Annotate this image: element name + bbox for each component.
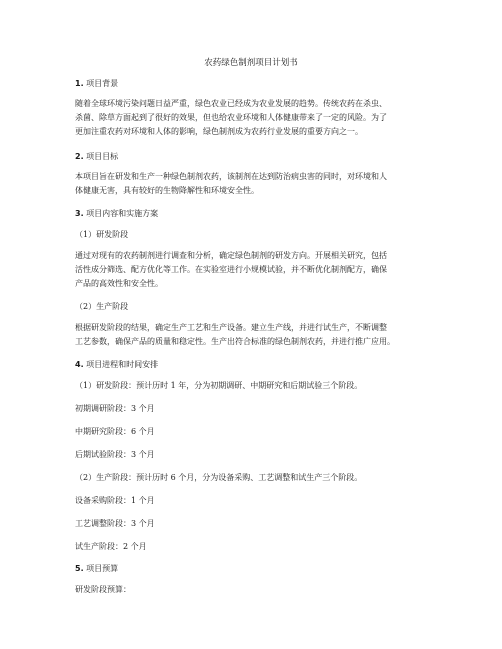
section-number: 3. <box>75 209 84 218</box>
schedule-item: （1）研发阶段：预计历时 1 年，分为初期调研、中期研究和后期试验三个阶段。 <box>75 381 363 390</box>
schedule-item: 设备采购阶段：1 个月 <box>75 496 155 505</box>
section-number: 1. <box>75 79 84 88</box>
paragraph-line: 杀菌、除草方面起到了很好的效果，但也给农业环境和人体健康带来了一定的风险。为了 <box>75 113 387 122</box>
schedule-item: （2）生产阶段：预计历时 6 个月，分为设备采购、工艺调整和试生产三个阶段。 <box>75 473 363 482</box>
section-heading-budget <box>75 563 118 575</box>
section-heading-background <box>75 78 118 90</box>
paragraph-line: 工艺参数，确保产品的质量和稳定性。生产出符合标准的绿色制剂农药，并进行推广应用。 <box>75 337 395 346</box>
section-heading-goal <box>75 151 118 163</box>
schedule-item: 初期调研阶段：3 个月 <box>75 404 155 413</box>
paragraph-line: 研发阶段预算： <box>75 585 131 594</box>
schedule-item: 中期研究阶段：6 个月 <box>75 427 155 436</box>
schedule-item: 试生产阶段：2 个月 <box>75 542 147 551</box>
section-number: 4. <box>75 360 84 369</box>
subsection-title: （1）研发阶段 <box>75 230 129 239</box>
section-heading-schedule <box>75 359 158 371</box>
paragraph-line: 体健康无害，具有较好的生物降解性和环境安全性。 <box>75 186 259 195</box>
paragraph-line: 根据研发阶段的结果，确定生产工艺和生产设备。建立生产线，并进行试生产，不断调整 <box>75 323 387 332</box>
section-heading-text: 项目目标 <box>86 152 119 161</box>
section-heading-text: 项目背景 <box>86 79 119 88</box>
paragraph-line: 更加注重农药对环境和人体的影响，绿色制剂成为农药行业发展的重要方向之一。 <box>75 127 363 136</box>
document-title: 农药绿色制剂项目计划书 <box>204 58 298 68</box>
section-number: 2. <box>75 152 84 161</box>
paragraph-line: 通过对现有的农药制剂进行调查和分析，确定绿色制剂的研发方向。开展相关研究，包括 <box>75 251 387 260</box>
paragraph-line: 活性成分筛选、配方优化等工作。在实验室进行小规模试验，并不断优化制剂配方，确保 <box>75 265 387 274</box>
section-heading-text: 项目内容和实施方案 <box>86 209 159 218</box>
paragraph-line: 产品的高效性和安全性。 <box>75 279 163 288</box>
schedule-item: 工艺调整阶段：3 个月 <box>75 519 155 528</box>
section-heading-content <box>75 208 158 220</box>
paragraph-line: 随着全球环境污染问题日益严重，绿色农业已经成为农业发展的趋势。传统农药在杀虫、 <box>75 99 387 108</box>
section-heading-text: 项目预算 <box>86 564 119 573</box>
section-number: 5. <box>75 564 84 573</box>
schedule-item: 后期试验阶段：3 个月 <box>75 450 155 459</box>
subsection-title: （2）生产阶段 <box>75 302 129 311</box>
section-heading-text: 项目进程和时间安排 <box>86 360 159 369</box>
paragraph-line: 本项目旨在研发和生产一种绿色制剂农药，该制剂在达到防治病虫害的同时，对环境和人 <box>75 172 387 181</box>
